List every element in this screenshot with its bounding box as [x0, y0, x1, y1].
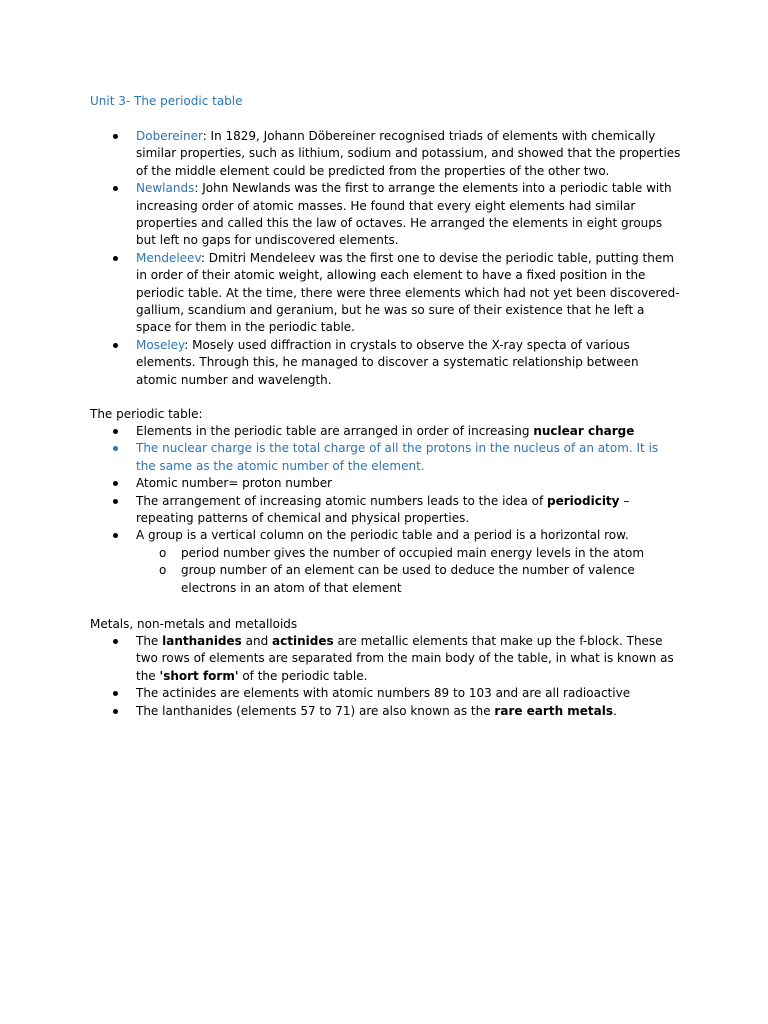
scientist-name: Mendeleev [136, 250, 201, 265]
list-item [136, 633, 681, 685]
scientist-description: : Mosely used diffraction in crystals to observe the X-ray specta of various elements. Through this, he managed to discover a systematic relationship between atomic number and wavelength. [136, 337, 639, 387]
item-bold-term: lanthanides [162, 634, 242, 648]
item-bold-term: nuclear charge [533, 424, 635, 438]
list-item [136, 703, 681, 720]
item-bold-term: 'short form' [159, 668, 239, 683]
item-text: – repeating patterns of chemical and physical properties. [136, 493, 630, 526]
item-text: group number of an element can be used to deduce the number of valence electrons in an atom of that element [181, 563, 635, 595]
metals-heading: Metals, non-metals and metalloids [90, 617, 298, 631]
scientist-name: Dobereiner [136, 129, 203, 143]
scientist-description: : In 1829, Johann Döbereiner recognised triads of elements with chemically similar properties, such as lithium, sodium and potassium, and showed that the properties of the middle element could be predicted from the properties of the other two. [136, 129, 681, 178]
list-item [136, 128, 681, 180]
list-item [136, 423, 681, 440]
item-text: . [613, 703, 617, 718]
metals-list [136, 633, 681, 720]
scientist-name: Newlands [136, 181, 195, 196]
item-text: and [241, 634, 273, 648]
list-item [136, 337, 681, 389]
item-text: Atomic number= proton number [136, 476, 333, 491]
item-text: The actinides are elements with atomic numbers 89 to 103 and are all radioactive [136, 686, 631, 701]
item-text: of the periodic table. [238, 668, 368, 683]
list-item [136, 493, 681, 528]
scientist-description: : John Newlands was the first to arrange the elements into a periodic table with increasing order of atomic masses. He found that every eight elements had similar properties and called this the law of octaves. He arranged the elements in eight groups but left no gaps for undiscovered elements. [136, 181, 672, 248]
item-bold-term: actinides [272, 634, 334, 648]
item-bold-term: periodicity [547, 493, 620, 508]
sub-list-item [181, 545, 681, 562]
scientist-name: Moseley [136, 337, 185, 352]
scientists-list [136, 128, 681, 389]
item-text: A group is a vertical column on the periodic table and a period is a horizontal row. [136, 528, 629, 543]
periodic-table-list [136, 423, 681, 597]
list-item [136, 475, 681, 492]
item-text: are metallic elements that make up the f-block. These two rows of elements are separated from the main body of the table, in what is known as the [136, 634, 674, 683]
page-title: Unit 3- The periodic table [90, 94, 243, 108]
periodic-table-heading: The periodic table: [90, 407, 203, 421]
list-item [136, 685, 681, 702]
item-text: The [136, 634, 163, 648]
item-bold-term: rare earth metals [494, 703, 614, 718]
item-text: The lanthanides (elements 57 to 71) are also known as the [136, 703, 495, 718]
list-item [136, 440, 681, 475]
list-item [136, 180, 681, 250]
list-item [136, 250, 681, 337]
item-text: Elements in the periodic table are arranged in order of increasing [136, 424, 534, 438]
scientist-description: : Dmitri Mendeleev was the first one to devise the periodic table, putting them in order of their atomic weight, allowing each element to have a fixed position in the periodic table. At the time, there were three elements which had not yet been discovered- gallium, scandium and geranium, but he was so sure of their existence that he left a space for them in the periodic table. [136, 250, 680, 335]
sub-list-item [181, 562, 681, 597]
sub-list [136, 545, 681, 597]
item-text: The arrangement of increasing atomic numbers leads to the idea of [136, 493, 547, 508]
list-item [136, 527, 681, 597]
item-text: The nuclear charge is the total charge of all the protons in the nucleus of an atom. It is the same as the atomic number of the element. [136, 441, 659, 473]
item-text: period number gives the number of occupied main energy levels in the atom [181, 545, 645, 560]
